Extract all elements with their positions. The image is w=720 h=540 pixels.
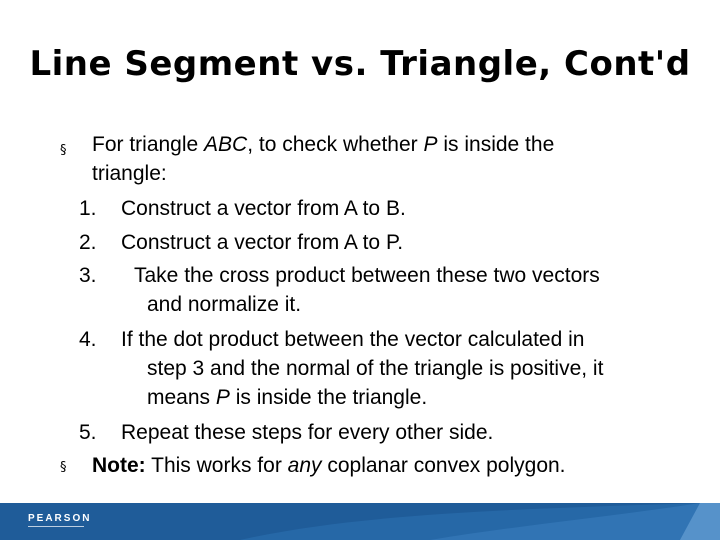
step-text: If the dot product between the vector calculated in: [121, 328, 585, 351]
footer-bar: [0, 503, 720, 540]
step-number: 5.: [79, 421, 97, 444]
step-text: [147, 385, 427, 411]
text-run: , to check whether: [247, 133, 424, 156]
bullet-1-line-1: [92, 132, 554, 158]
note-label: Note:: [92, 454, 146, 477]
slide-title: Line Segment vs. Triangle, Cont'd: [29, 44, 691, 84]
step-text: Repeat these steps for every other side.: [121, 421, 494, 444]
step-number: 3.: [79, 264, 97, 287]
pearson-logo: PEARSON: [28, 513, 92, 524]
italic-p: P: [215, 386, 230, 409]
italic-p: P: [423, 133, 438, 156]
bullet-marker: §: [60, 460, 67, 475]
text-run: For triangle: [92, 133, 205, 156]
bullet-1-line-2: triangle:: [92, 162, 167, 185]
step-text: Construct a vector from A to P.: [121, 231, 404, 254]
text-run: means: [147, 386, 216, 409]
note-line: [92, 453, 566, 479]
text-run: is inside the triangle.: [229, 386, 428, 409]
step-text: Take the cross product between these two vectors: [134, 264, 600, 287]
footer-swirl-decoration: [0, 503, 720, 540]
logo-underline: [28, 526, 84, 527]
step-text: step 3 and the normal of the triangle is positive, it: [147, 357, 604, 380]
text-run: coplanar convex polygon.: [321, 454, 566, 477]
step-text: and normalize it.: [147, 293, 302, 316]
text-run: This works for: [145, 454, 288, 477]
text-run: is inside the: [437, 133, 555, 156]
bullet-marker: §: [60, 143, 67, 158]
italic-abc: ABC: [204, 133, 248, 156]
step-number: 1.: [79, 197, 97, 220]
step-number: 2.: [79, 231, 97, 254]
step-number: 4.: [79, 328, 97, 351]
step-text: Construct a vector from A to B.: [121, 197, 406, 220]
italic-any: any: [287, 454, 322, 477]
